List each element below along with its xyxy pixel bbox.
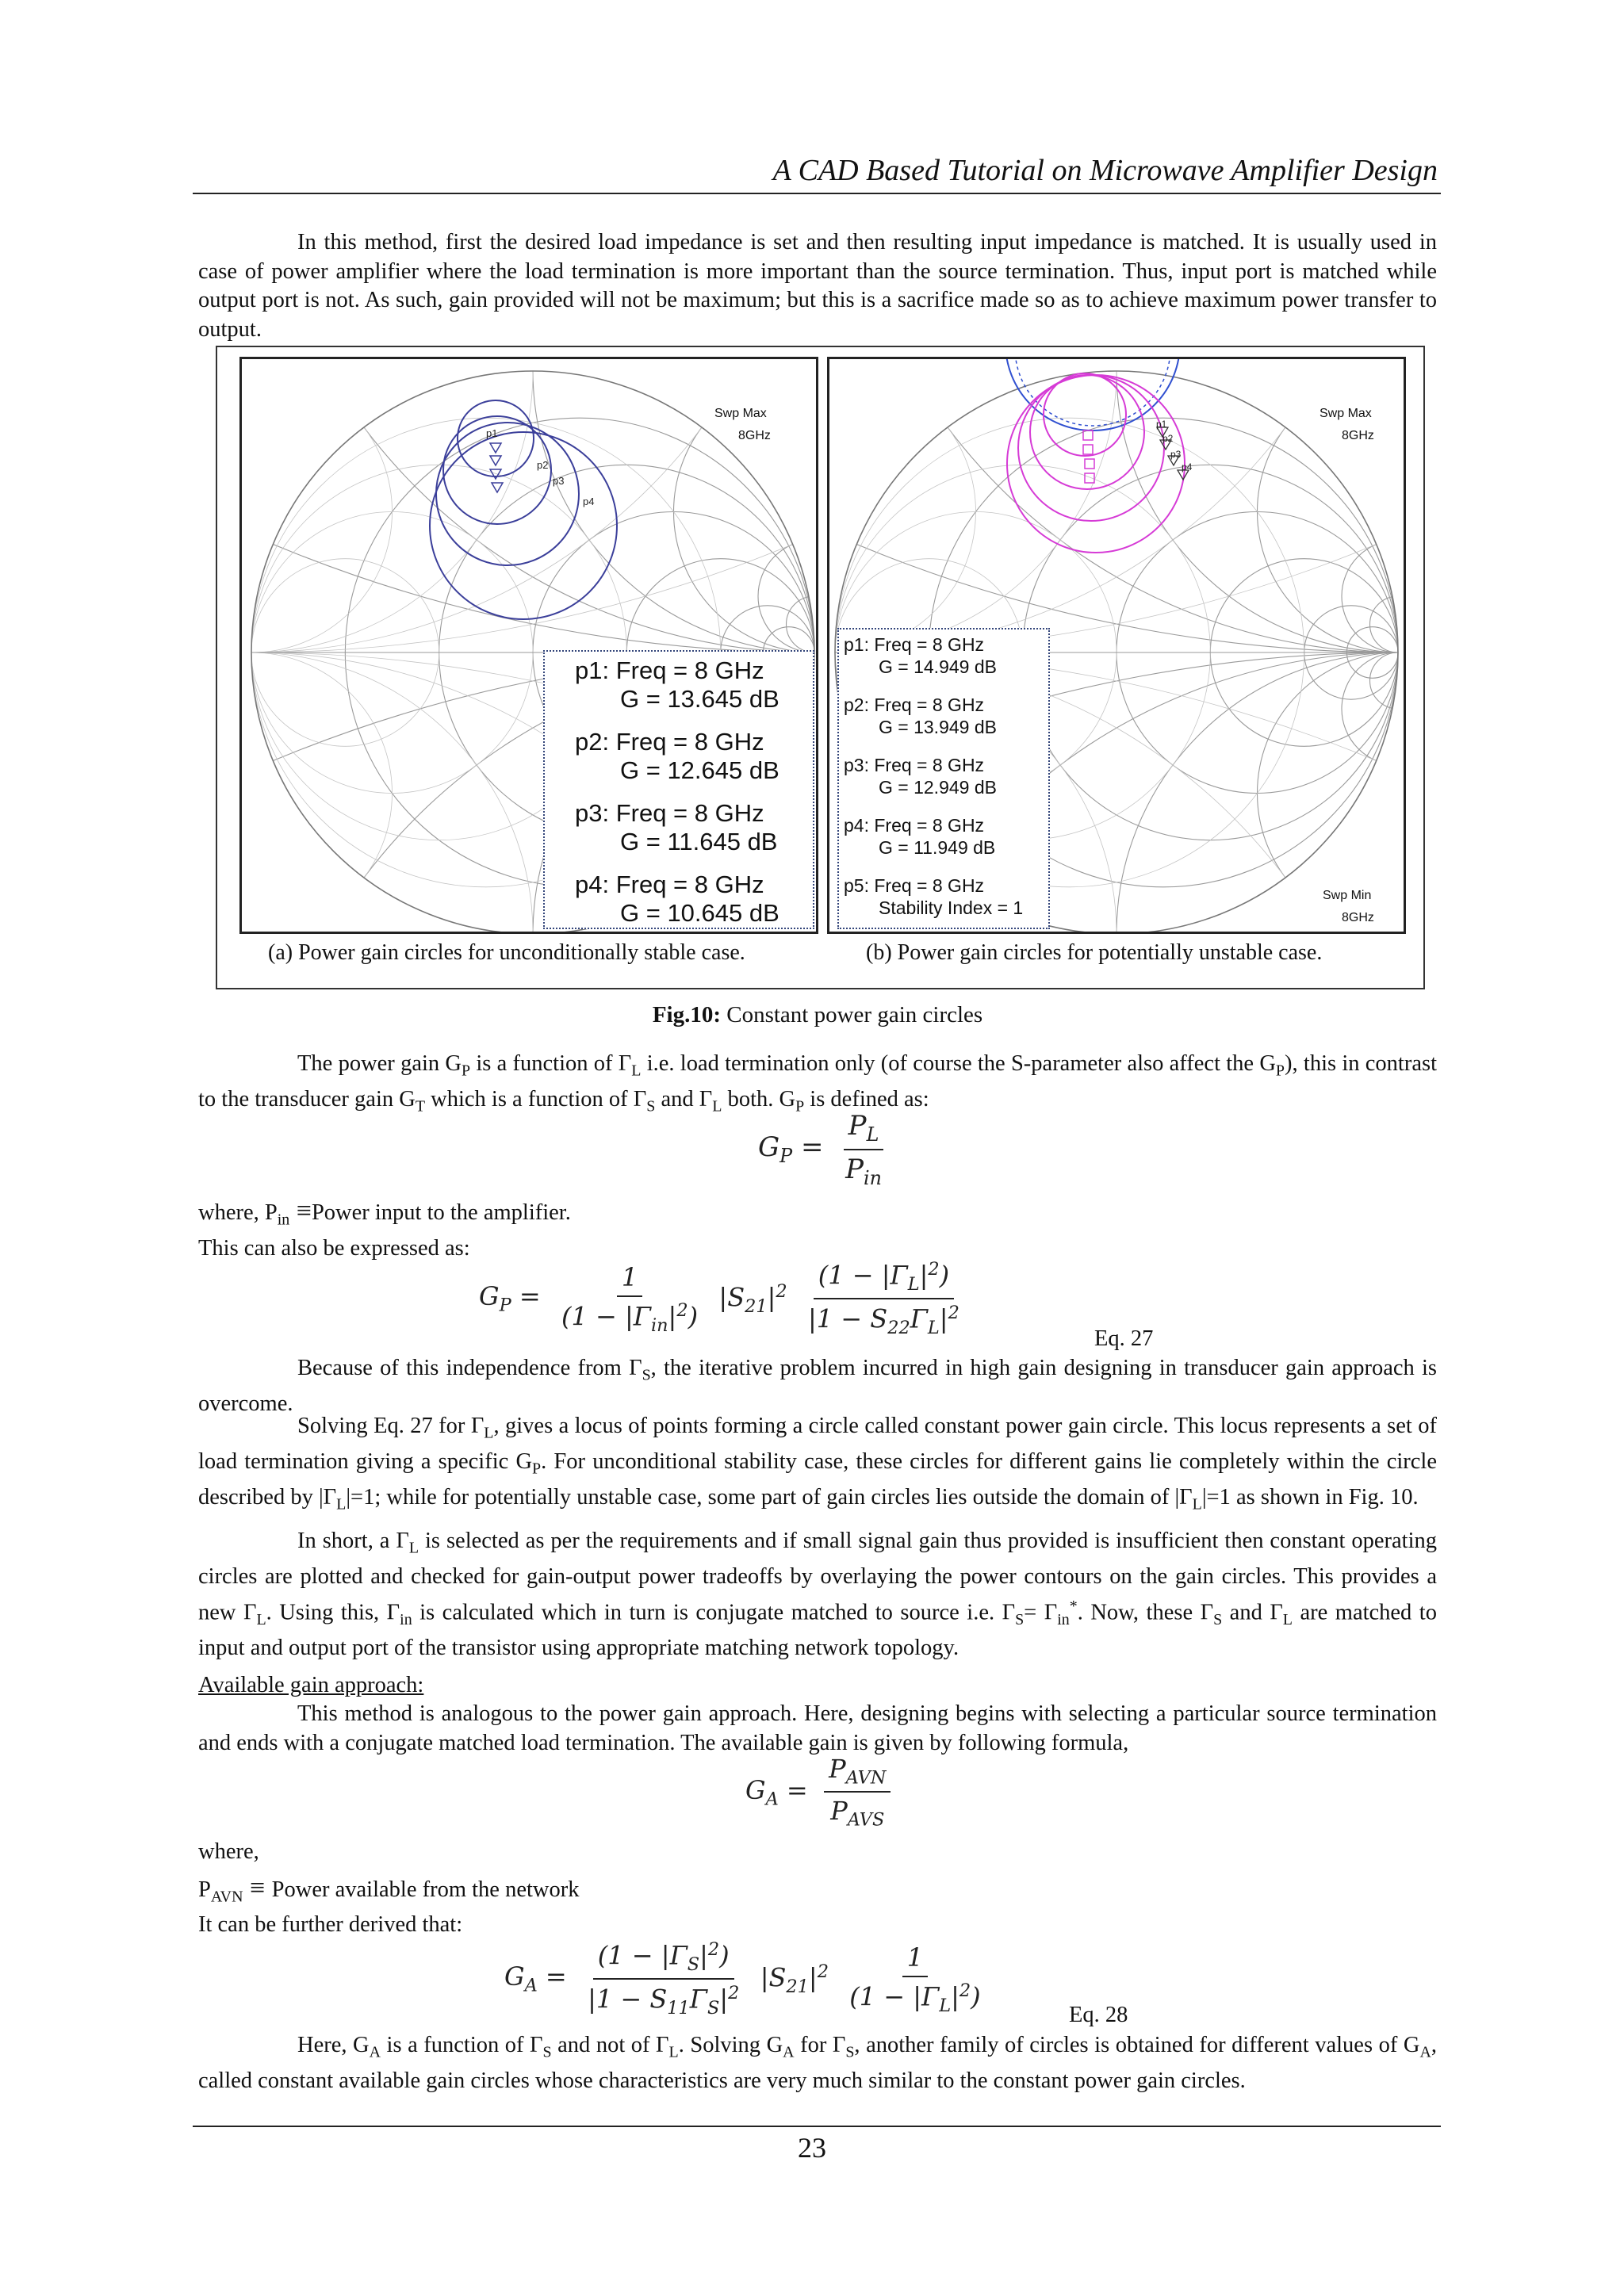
marker-triangle-a: [490, 469, 501, 479]
running-header: A CAD Based Tutorial on Microwave Amplifier Design: [772, 154, 1438, 187]
susceptance-arc: [242, 359, 816, 652]
marker-b-p3-gain: G = 12.949 dB: [879, 777, 997, 798]
final-paragraph: Here, $G_A$ is a function of $\Gamma_S$ and not of $\Gamma_L$. Solving $G_A$ for $\Gamma_S$, another family of circles is obtained for different values of $G_A$, called constant available gain circles whose characteristics are very much similar to the constant power gain circles.: [198, 2033, 1437, 2094]
reactance-arc: [1116, 359, 1404, 652]
marker-triangle-a: [492, 483, 503, 492]
eq27-label: Eq. 27: [1094, 1326, 1154, 1351]
marker-name-a: p2: [537, 459, 549, 471]
pavn-line: $P_{AVN}$ ≡ Power available from the network: [198, 1873, 580, 1906]
susceptance-arc: [242, 652, 533, 932]
susceptance-arc: [242, 359, 533, 652]
caption-a: (a) Power gain circles for unconditionally stable case.: [268, 940, 745, 965]
reactance-arc: [251, 359, 816, 652]
marker-b-p1-freq: p1: Freq = 8 GHz: [844, 634, 985, 655]
available-heading: Available gain approach:: [198, 1673, 424, 1697]
marker-a-p1-freq: p1: Freq = 8 GHz: [575, 656, 764, 684]
marker-square-b: [1085, 473, 1094, 483]
reactance-arc: [835, 359, 1404, 652]
smith-chart-panel-b: [827, 357, 1406, 934]
marker-b-p4-gain: G = 11.949 dB: [879, 837, 996, 858]
short-paragraph: In short, a $\Gamma_L$ is selected as per the requirements and if small signal gain thus provided is insufficient then constant operating circles are plotted and checked for gain-output power tradeoffs by overlaying the power contours on the gain circles. This provides a new $\Gamma_L$. Using this, $\Gamma_{in}$ is calculated which in turn is conjugate matched to source i.e. $\Gamma_S= \Gamma_{in}^*$. Now, these $\Gamma_S$ and $\Gamma_L$ are matched to input and output port of the transistor using appropriate matching network topology.: [198, 1529, 1437, 1661]
marker-b-p1-gain: G = 14.949 dB: [879, 656, 997, 677]
marker-name-a: p3: [553, 475, 565, 487]
marker-square-b: [1085, 459, 1094, 469]
figure-caption: [198, 1002, 1437, 1028]
marker-b-p2-freq: p2: Freq = 8 GHz: [844, 695, 985, 715]
marker-a-p2-gain: G = 12.645 dB: [620, 756, 779, 784]
marker-name-a: p4: [583, 496, 595, 507]
swp-max-freq-a: 8GHz: [738, 429, 771, 442]
equation-ga-definition: $G_A$ = $\frac{P_{AVN}}{P_{AVS}}$: [745, 1754, 891, 1831]
marker-readout-a: [543, 650, 814, 929]
marker-readout-b: [837, 628, 1050, 929]
marker-a-p2-freq: p2: Freq = 8 GHz: [575, 728, 764, 756]
gain-circle-a-3: [436, 423, 579, 565]
smith-chart-panel-a: [239, 357, 818, 934]
header-rule: [193, 193, 1441, 194]
susceptance-arc: [242, 652, 393, 932]
swp-min-label-b: Swp Min: [1323, 889, 1372, 902]
equation-gp-definition: $G_P$ = $\frac{P_L}{P_{in}}$: [758, 1110, 887, 1189]
solving-paragraph: Solving Eq. 27 for $\Gamma_L$, gives a locus of points forming a circle called constant power gain circle. This locus represents a set of load termination giving a specific $G_P$. For unconditional stability case, these circles for different gains lie completely within the circle described by $|\Gamma_L|=1$; while for potentially unstable case, some part of gain circles lies outside the domain of $|\Gamma_L|=1$ as shown in Fig. 10.: [198, 1414, 1437, 1514]
caption-b: (b) Power gain circles for potentially unstable case.: [866, 940, 1323, 965]
swp-max-freq-b: 8GHz: [1342, 429, 1374, 442]
figure-title: Constant power gain circles: [721, 1002, 983, 1027]
susceptance-arc: [829, 359, 1404, 652]
gp-text: The power gain $G_P$ is a function of $\Gamma_L$ i.e. load termination only (of course the S-parameter also affect the $G_P$), this in contrast to the transducer gain $G_T$ which is a function of $\Gamma_S$ and $\Gamma_L$ both. $G_P$ is defined as:: [198, 1051, 1437, 1115]
marker-triangle-a: [490, 456, 501, 465]
marker-a-p3-gain: G = 11.645 dB: [620, 828, 778, 855]
stability-circle-dashed: [1015, 359, 1170, 426]
eq28-label: Eq. 28: [1069, 2003, 1128, 2027]
available-paragraph: This method is analogous to the power gain approach. Here, designing begins with selecting a particular source termination and ends with a conjugate matched load termination. The available gain is given by following formula,: [198, 1701, 1437, 1755]
swp-min-freq-b: 8GHz: [1342, 911, 1374, 924]
swp-max-label-a: Swp Max: [714, 407, 767, 420]
further-line: It can be further derived that:: [198, 1912, 463, 1937]
marker-b-p5-stability: Stability Index = 1: [879, 897, 1024, 918]
intro-paragraph: [198, 228, 1437, 344]
page-number: 23: [798, 2132, 826, 2164]
marker-triangle-a: [490, 443, 501, 453]
intro-text: In this method, first the desired load impedance is set and then resulting input impedance is matched. It is usually used in case of power amplifier where the load termination is more important than the source termination. Thus, input port is matched while output port is not. As such, gain provided will not be maximum; but this is a sacrifice made so as to achieve maximum power transfer to output.: [198, 230, 1437, 342]
marker-a-p1-gain: G = 13.645 dB: [620, 685, 779, 713]
where2-line: where,: [198, 1839, 259, 1864]
independence-paragraph: Because of this independence from $\Gamma_S$, the iterative problem incurred in high gain designing in transducer gain approach is overcome.: [198, 1356, 1437, 1417]
reactance-arc: [829, 359, 1404, 652]
marker-b-p5-freq: p5: Freq = 8 GHz: [844, 875, 985, 896]
susceptance-arc: [829, 359, 1398, 652]
figure-label: Fig.10:: [652, 1002, 721, 1027]
marker-a-p3-freq: p3: Freq = 8 GHz: [575, 799, 764, 827]
marker-a-p4-freq: p4: Freq = 8 GHz: [575, 871, 764, 898]
equation-27: $G_P$ = $\frac{1}{(1 - |\Gamma_{in}|^2)}$ $|S_{21}|^2$ $\frac{(1 - |\Gamma_L|^2)}{|1 - S_{22}\Gamma_L|^2}$: [479, 1259, 959, 1339]
susceptance-arc: [829, 359, 1116, 652]
susceptance-arc: [829, 371, 976, 652]
marker-name-b: p2: [1162, 433, 1174, 444]
equation-28: $G_A$ = $\frac{(1 - |\Gamma_S|^2)}{|1 - S_{11}\Gamma_S|^2}$ $|S_{21}|^2$ $\frac{1}{(1 - |\Gamma_L|^2)}$: [504, 1939, 981, 2019]
marker-name-a: p1: [486, 427, 498, 439]
reactance-arc: [242, 359, 816, 652]
gain-circle-b-1: [1044, 373, 1126, 456]
footer-rule: [193, 2126, 1441, 2127]
swp-max-label-b: Swp Max: [1320, 407, 1372, 420]
where-pin: where, $P_{in}$ ≡Power input to the amplifier.: [198, 1196, 571, 1229]
marker-name-b: p1: [1156, 419, 1167, 430]
susceptance-arc: [242, 359, 814, 652]
marker-a-p4-gain: G = 10.645 dB: [620, 899, 779, 927]
marker-b-p4-freq: p4: Freq = 8 GHz: [844, 815, 985, 836]
marker-name-b: p4: [1182, 461, 1193, 473]
marker-b-p3-freq: p3: Freq = 8 GHz: [844, 755, 985, 775]
expressed-line: This can also be expressed as:: [198, 1236, 470, 1261]
susceptance-arc: [242, 371, 393, 652]
marker-square-b: [1083, 445, 1093, 454]
marker-b-p2-gain: G = 13.949 dB: [879, 717, 997, 737]
marker-name-b: p3: [1170, 449, 1182, 460]
